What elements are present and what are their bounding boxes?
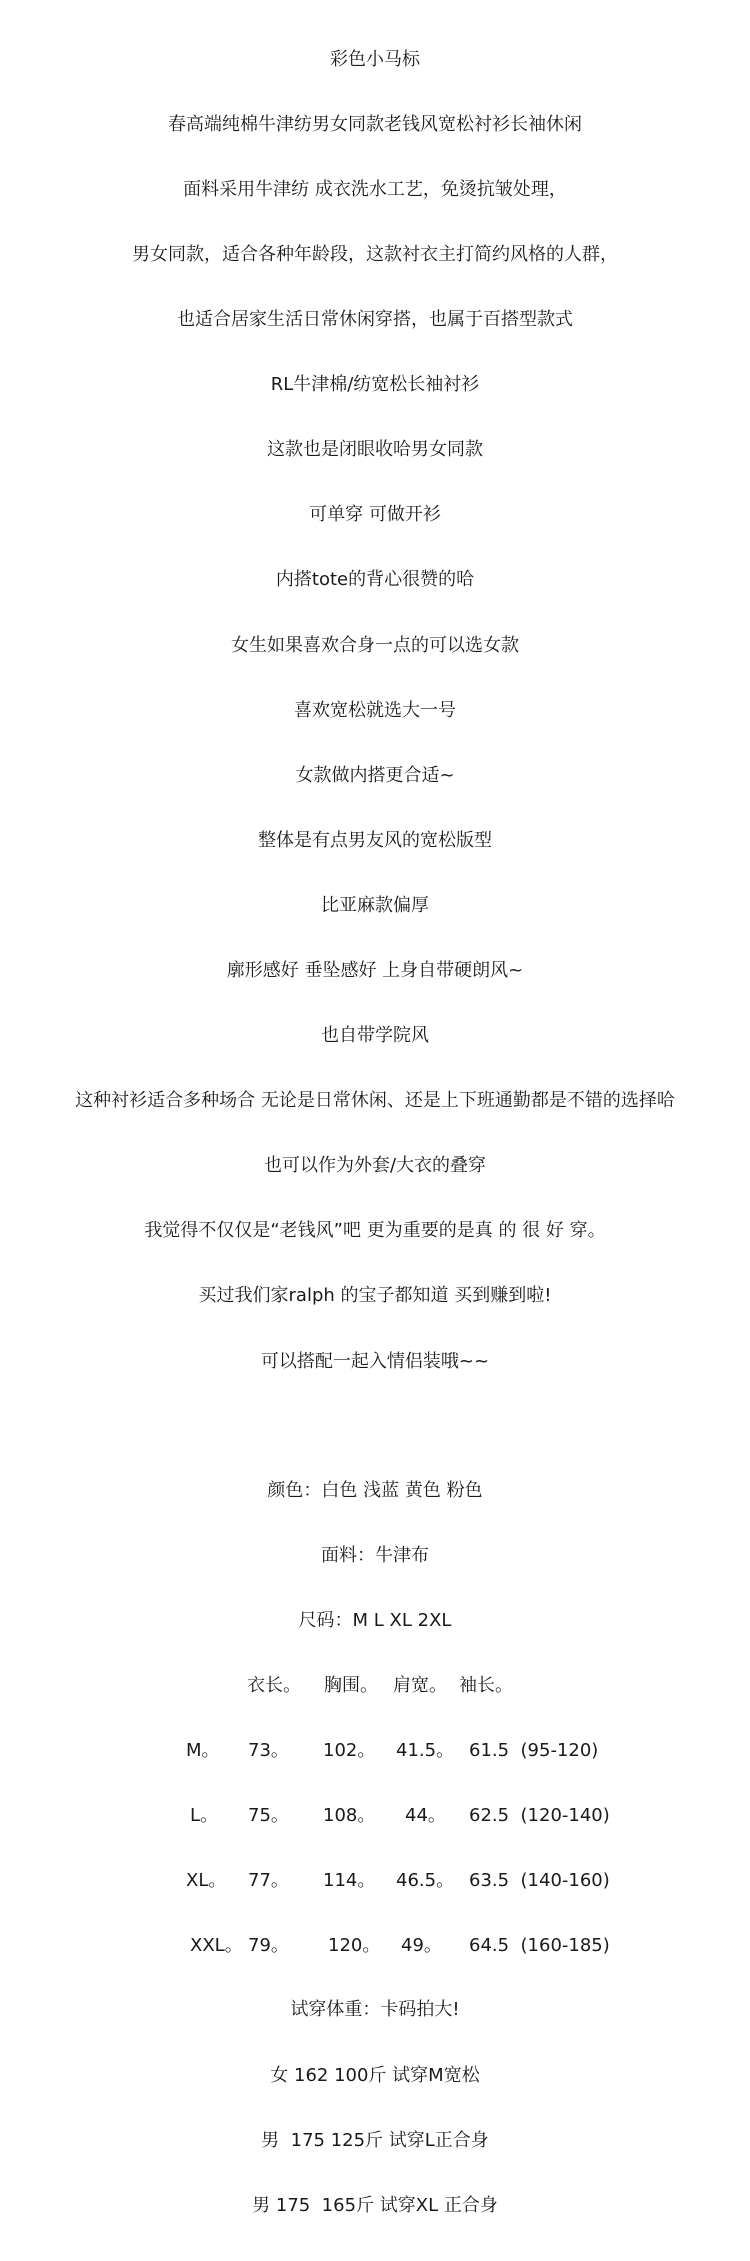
length-value: 77。 xyxy=(248,1870,289,1891)
length-value: 73。 xyxy=(248,1740,289,1761)
description-line: 男女同款，适合各种年龄段，这款衬衣主打简约风格的人群， xyxy=(132,244,618,265)
fit-note: 女 162 100斤 试穿M宽松 xyxy=(270,2065,480,2086)
description-line: 我觉得不仅仅是“老钱风”吧 更为重要的是真 的 很 好 穿。 xyxy=(144,1220,606,1241)
description-line: 买过我们家ralph 的宝子都知道 买到赚到啦! xyxy=(198,1285,552,1306)
description-line: RL牛津棉/纺宽松长袖衬衫 xyxy=(270,374,480,395)
size-label: L。 xyxy=(190,1805,219,1826)
size-options: 尺码：M L XL 2XL xyxy=(298,1610,452,1631)
description-line: 可单穿 可做开衫 xyxy=(309,504,441,525)
header-sleeve: 袖长。 xyxy=(459,1675,513,1696)
size-label: XXL。 xyxy=(190,1935,243,1956)
description-line: 比亚麻款偏厚 xyxy=(321,895,429,916)
description-line: 廓形感好 垂坠感好 上身自带硬朗风~ xyxy=(226,960,524,981)
size-table-row xyxy=(0,1804,750,1828)
fit-note-heading: 试穿体重：卡码拍大! xyxy=(290,1999,460,2020)
shoulder-value: 44。 xyxy=(405,1805,446,1826)
header-length: 衣长。 xyxy=(247,1675,301,1696)
chest-value: 120。 xyxy=(328,1935,381,1956)
size-table-row xyxy=(0,1739,750,1763)
description-line: 这种衬衫适合多种场合 无论是日常休闲、还是上下班通勤都是不错的选择哈 xyxy=(75,1090,675,1111)
description-line: 女生如果喜欢合身一点的可以选女款 xyxy=(231,635,519,656)
description-line: 整体是有点男友风的宽松版型 xyxy=(258,830,492,851)
color-options: 颜色：白色 浅蓝 黄色 粉色 xyxy=(267,1480,483,1501)
fit-note: 男 175 125斤 试穿L正合身 xyxy=(261,2130,489,2151)
description-line: 这款也是闭眼收哈男女同款 xyxy=(267,439,483,460)
description-line: 女款做内搭更合适~ xyxy=(295,765,455,786)
chest-value: 108。 xyxy=(323,1805,376,1826)
header-chest: 胸围。 xyxy=(324,1675,378,1696)
size-table-row xyxy=(0,1869,750,1893)
description-line: 也适合居家生活日常休闲穿搭，也属于百搭型款式 xyxy=(177,309,573,330)
description-line: 也自带学院风 xyxy=(321,1025,429,1046)
shoulder-value: 41.5。 xyxy=(396,1740,455,1761)
chest-value: 102。 xyxy=(323,1740,376,1761)
sleeve-value: 64.5 (160-185) xyxy=(469,1935,610,1956)
shoulder-value: 46.5。 xyxy=(396,1870,455,1891)
sleeve-value: 61.5 (95-120) xyxy=(469,1740,599,1761)
product-title: 春高端纯棉牛津纺男女同款老钱风宽松衬衫长袖休闲 xyxy=(168,114,582,135)
fabric-spec: 面料：牛津布 xyxy=(321,1545,429,1566)
size-table-row xyxy=(0,1934,750,1958)
chest-value: 114。 xyxy=(323,1870,376,1891)
fit-note: 男 175 165斤 试穿XL 正合身 xyxy=(252,2195,498,2216)
length-value: 75。 xyxy=(248,1805,289,1826)
shoulder-value: 49。 xyxy=(401,1935,442,1956)
size-table-header xyxy=(0,1674,750,1698)
header-shoulder: 肩宽。 xyxy=(393,1675,447,1696)
size-label: M。 xyxy=(186,1740,220,1761)
length-value: 79。 xyxy=(248,1935,289,1956)
description-line: 内搭tote的背心很赞的哈 xyxy=(275,569,475,590)
description-line: 也可以作为外套/大衣的叠穿 xyxy=(263,1155,487,1176)
size-label: XL。 xyxy=(186,1870,227,1891)
sleeve-value: 63.5 (140-160) xyxy=(469,1870,610,1891)
description-line: 可以搭配一起入情侣装哦~~ xyxy=(260,1351,490,1372)
sleeve-value: 62.5 (120-140) xyxy=(469,1805,610,1826)
description-line: 喜欢宽松就选大一号 xyxy=(294,700,456,721)
description-line: 面料采用牛津纺 成衣洗水工艺，免烫抗皱处理， xyxy=(183,179,567,200)
product-badge-text: 彩色小马标 xyxy=(330,49,420,70)
